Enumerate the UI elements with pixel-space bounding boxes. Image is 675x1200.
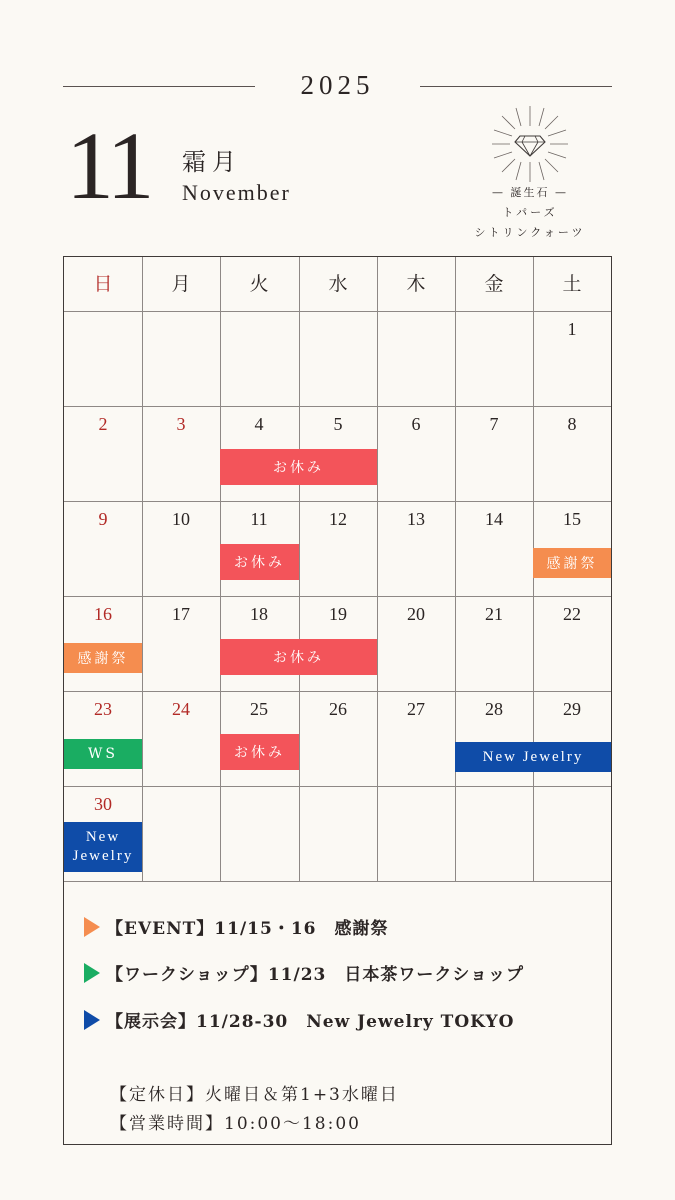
grid-row-line <box>64 596 611 597</box>
month-japanese-name: 霜月 <box>182 148 242 176</box>
day-number: 25 <box>250 699 268 719</box>
event-bar: New Jewelry <box>455 742 611 772</box>
event-item <box>84 960 524 985</box>
grid-row-line <box>64 501 611 502</box>
day-number: 13 <box>407 509 425 529</box>
day-number: 29 <box>563 699 581 719</box>
closed-days-info: 【定休日】火曜日＆第1+3水曜日 <box>110 1085 399 1105</box>
day-number: 4 <box>254 414 264 434</box>
grid-row-line <box>64 691 611 692</box>
day-number: 22 <box>563 604 581 624</box>
weekday-header: 木 <box>406 273 426 295</box>
birthstone-title: — 誕生石 — <box>492 186 568 199</box>
day-number: 9 <box>98 509 108 529</box>
triangle-bullet-icon <box>84 1010 100 1030</box>
grid-column-line <box>455 257 456 881</box>
weekday-header: 月 <box>171 273 191 295</box>
event-item <box>84 914 388 939</box>
day-number: 15 <box>563 509 581 529</box>
event-text: 【展示会】11/28-30 New Jewelry TOKYO <box>106 1012 515 1032</box>
event-bar: お休み <box>220 449 377 485</box>
day-number: 3 <box>176 414 186 434</box>
event-bar: 感謝祭 <box>533 548 611 578</box>
business-hours-info: 【営業時間】10:00〜18:00 <box>110 1114 361 1134</box>
day-number: 26 <box>329 699 347 719</box>
day-number: 2 <box>98 414 108 434</box>
day-number: 16 <box>94 604 112 624</box>
day-number: 21 <box>485 604 503 624</box>
weekday-header: 金 <box>484 273 504 295</box>
day-number: 11 <box>250 509 268 529</box>
day-number: 30 <box>94 794 112 814</box>
day-number: 6 <box>411 414 421 434</box>
birthstone-name: トパーズ <box>502 206 558 219</box>
day-number: 27 <box>407 699 425 719</box>
day-number: 7 <box>489 414 499 434</box>
triangle-bullet-icon <box>84 963 100 983</box>
event-bar: 感謝祭 <box>64 643 142 673</box>
weekday-header: 火 <box>249 273 269 295</box>
diamond-icon <box>490 104 570 184</box>
event-item <box>84 1007 514 1032</box>
grid-column-line <box>142 257 143 881</box>
grid-row-line <box>64 406 611 407</box>
day-number: 28 <box>485 699 503 719</box>
grid-column-line <box>299 257 300 881</box>
year-label: 2025 <box>300 70 375 100</box>
grid-row-line <box>64 786 611 787</box>
event-text: 【ワークショップ】11/23 日本茶ワークショップ <box>106 965 525 985</box>
grid-column-line <box>377 257 378 881</box>
day-number: 17 <box>172 604 190 624</box>
grid-row-line <box>64 311 611 312</box>
event-bar: お休み <box>220 544 299 580</box>
day-number: 10 <box>172 509 190 529</box>
weekday-header: 日 <box>93 273 113 295</box>
day-number: 24 <box>172 699 190 719</box>
month-english-name: November <box>182 180 291 205</box>
month-number: 11 <box>66 112 151 219</box>
day-number: 5 <box>333 414 343 434</box>
weekday-header: 水 <box>328 273 348 295</box>
event-bar: New Jewelry <box>64 822 142 872</box>
day-number: 20 <box>407 604 425 624</box>
grid-row-line <box>64 881 611 882</box>
event-bar: お休み <box>220 734 299 770</box>
event-bar: お休み <box>220 639 377 675</box>
day-number: 19 <box>329 604 347 624</box>
event-text: 【EVENT】11/15・16 感謝祭 <box>106 919 389 939</box>
day-number: 1 <box>567 319 577 339</box>
triangle-bullet-icon <box>84 917 100 937</box>
day-number: 23 <box>94 699 112 719</box>
event-bar: WS <box>64 739 142 769</box>
day-number: 14 <box>485 509 503 529</box>
birthstone-name: シトリンクォーツ <box>474 226 586 239</box>
day-number: 18 <box>250 604 268 624</box>
day-number: 12 <box>329 509 347 529</box>
day-number: 8 <box>567 414 577 434</box>
weekday-header: 土 <box>562 273 582 295</box>
